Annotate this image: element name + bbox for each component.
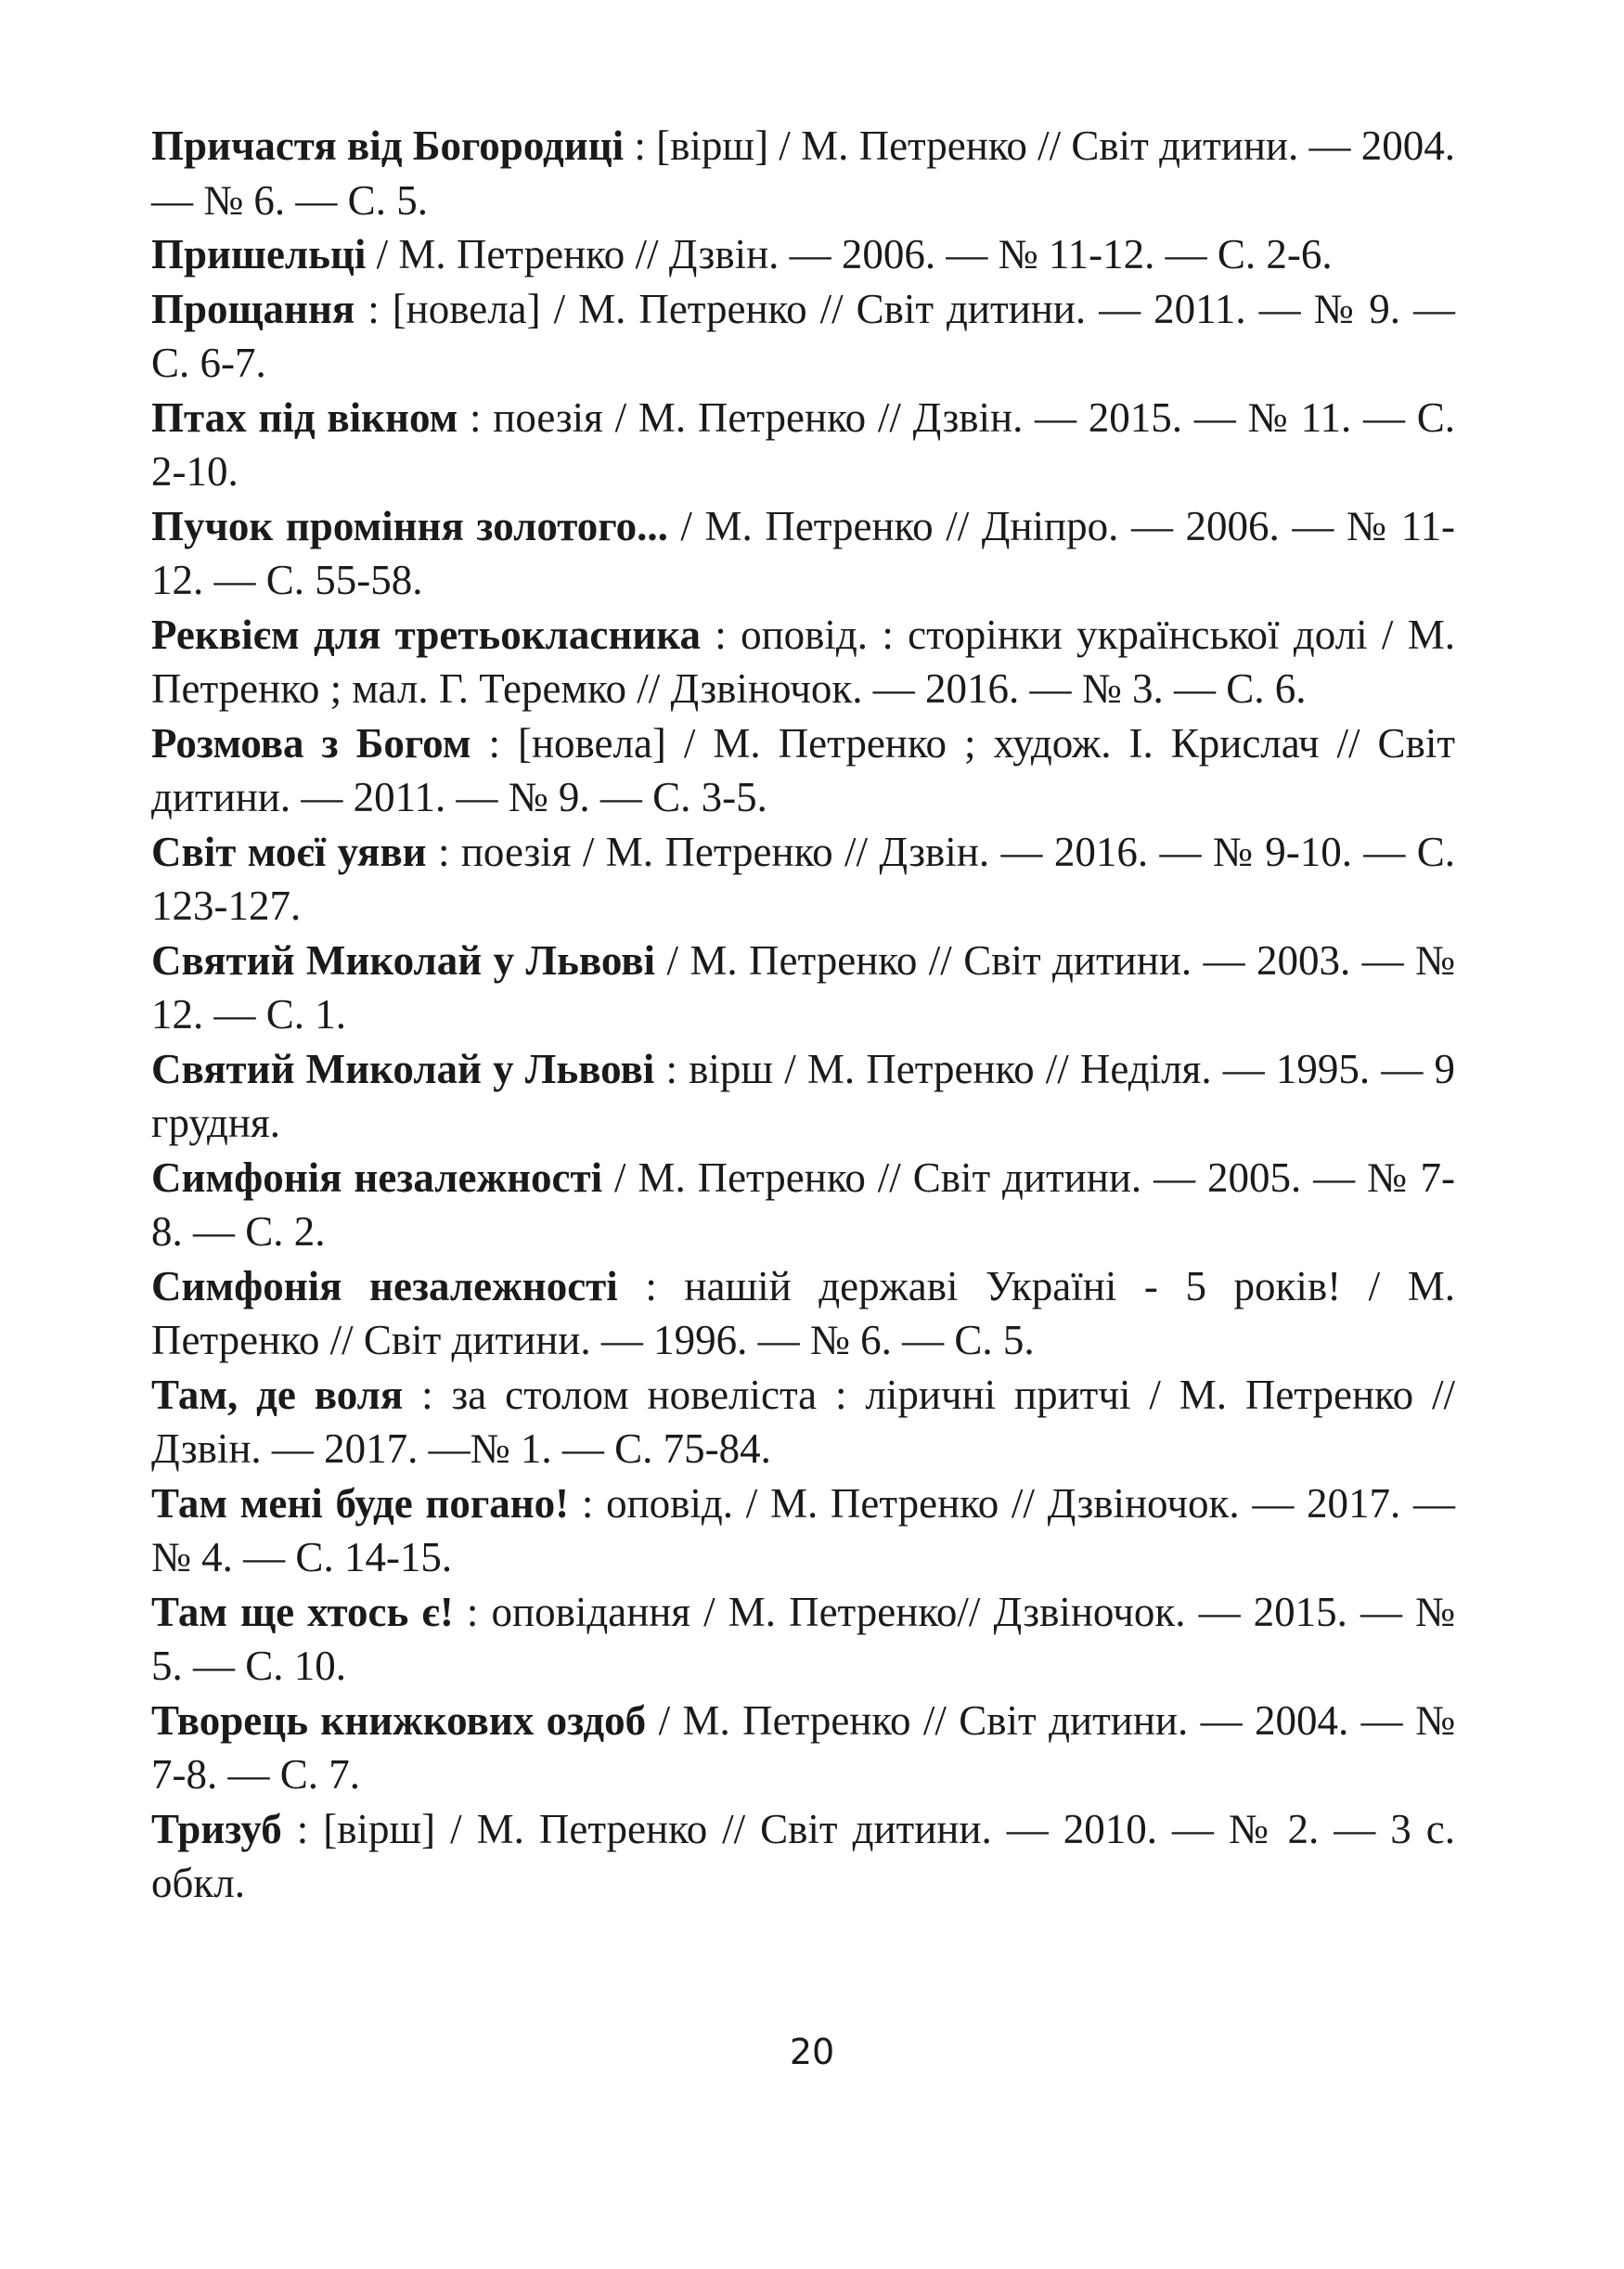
entry-details: : [вірш] / М. Петренко // Світ дитини. — 2010. — № 2. — 3 с. обкл. (151, 1805, 1455, 1906)
bibliography-entry (151, 1802, 1455, 1911)
bibliography-entry (151, 1368, 1455, 1476)
entry-details: : [новела] / М. Петренко ; худож. І. Крислач // Світ дитини. — 2011. — № 9. — С. 3-5. (151, 719, 1455, 820)
entry-details: : [новела] / М. Петренко // Світ дитини. — 2011. — № 9. — С. 6-7. (151, 285, 1455, 386)
bibliography-entry (151, 1259, 1455, 1368)
entry-details: : оповідання / М. Петренко// Дзвіночок. — 2015. — № 5. — С. 10. (151, 1588, 1455, 1689)
bibliography-entry (151, 825, 1455, 934)
entry-details: / М. Петренко // Дзвін. — 2006. — № 11-12. — С. 2-6. (366, 231, 1333, 277)
entry-details: : вірш / М. Петренко // Неділя. — 1995. — 9 грудня. (151, 1045, 1455, 1146)
bibliography-entry (151, 1476, 1455, 1585)
entry-details: / М. Петренко // Світ дитини. — 2005. — № 7-8. — С. 2. (151, 1154, 1455, 1255)
entry-title: Там мені буде погано! (151, 1479, 570, 1527)
bibliography-list (151, 119, 1455, 1911)
bibliography-entry (151, 1042, 1455, 1151)
bibliography-entry (151, 227, 1455, 282)
entry-details: / М. Петренко // Світ дитини. — 2003. — № 12. — С. 1. (151, 936, 1455, 1038)
entry-title: Розмова з Богом (151, 719, 471, 767)
bibliography-entry (151, 1151, 1455, 1259)
bibliography-entry (151, 608, 1455, 716)
entry-details: / М. Петренко // Дніпро. — 2006. — № 11-12. — С. 55-58. (151, 502, 1456, 603)
entry-title: Прощання (151, 285, 355, 332)
entry-details: : оповід. / М. Петренко // Дзвіночок. — 2017. — № 4. — С. 14-15. (151, 1479, 1455, 1580)
bibliography-entry (151, 282, 1455, 391)
entry-details: / М. Петренко // Світ дитини. — 2004. — № 7-8. — С. 7. (151, 1696, 1456, 1798)
entry-details: : поезія / М. Петренко // Дзвін. — 2015. — № 11. — С. 2-10. (151, 393, 1455, 495)
entry-title: Світ моєї уяви (151, 828, 427, 875)
bibliography-entry (151, 119, 1455, 227)
entry-title: Там, де воля (151, 1371, 404, 1418)
bibliography-entry (151, 1585, 1455, 1694)
entry-details: : [вірш] / М. Петренко // Світ дитини. — 2004. — № 6. — С. 5. (151, 122, 1456, 224)
entry-title: Птах під вікном (151, 393, 458, 441)
entry-title: Творець книжкових оздоб (151, 1696, 647, 1744)
entry-title: Реквієм для третьокласника (151, 611, 701, 658)
bibliography-entry (151, 716, 1455, 825)
entry-details: : за столом новеліста : ліричні притчі / М. Петренко // Дзвін. — 2017. —№ 1. — С. 75-84. (151, 1371, 1456, 1472)
entry-details: : нашій державі Україні - 5 років! / М. Петренко // Світ дитини. — 1996. — № 6. — С. 5. (151, 1262, 1455, 1363)
bibliography-entry (151, 934, 1455, 1042)
entry-title: Там ще хтось є! (151, 1588, 454, 1635)
bibliography-entry (151, 391, 1455, 499)
entry-title: Пришельці (151, 231, 367, 277)
entry-title: Симфонія незалежності (151, 1154, 603, 1201)
bibliography-entry (151, 499, 1455, 608)
entry-title: Святий Миколай у Львові (151, 1045, 655, 1092)
entry-title: Тризуб (151, 1805, 282, 1852)
entry-details: : поезія / М. Петренко // Дзвін. — 2016. — № 9-10. — С. 123-127. (151, 828, 1455, 929)
entry-title: Причастя від Богородиці (151, 122, 625, 169)
page-number: 20 (789, 2031, 835, 2072)
entry-details: : оповід. : сторінки української долі / М. Петренко ; мал. Г. Теремко // Дзвіночок. — 2016. — № 3. — С. 6. (151, 611, 1455, 712)
entry-title: Симфонія незалежності (151, 1262, 618, 1309)
entry-title: Святий Миколай у Львові (151, 936, 656, 984)
entry-title: Пучок проміння золотого... (151, 502, 668, 549)
bibliography-entry (151, 1694, 1455, 1802)
